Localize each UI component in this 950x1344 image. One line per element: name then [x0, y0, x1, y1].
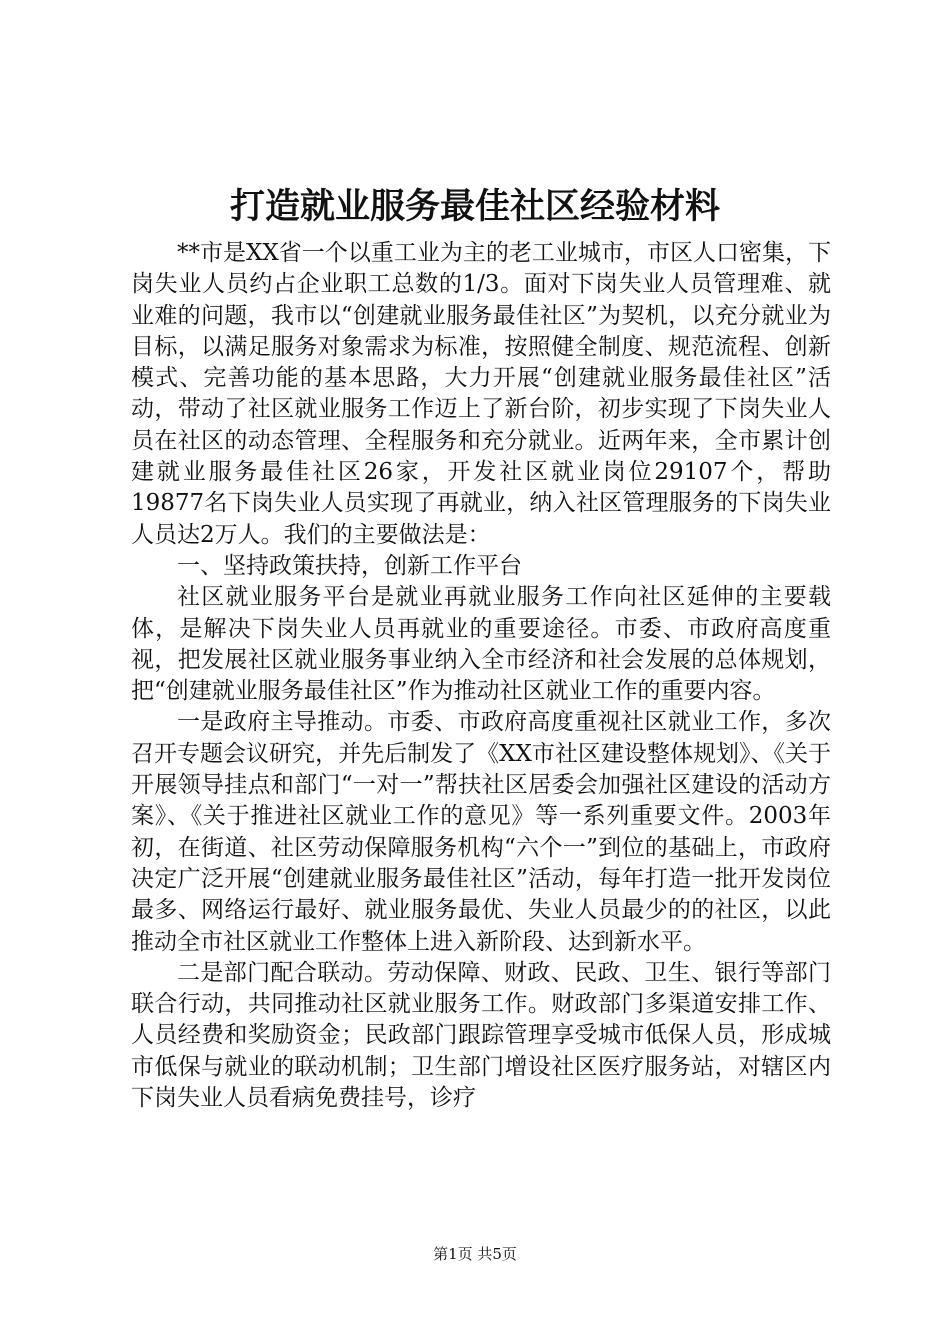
page-footer: 第1页 共5页: [433, 1245, 517, 1263]
section-heading: 一、坚持政策扶持，创新工作平台: [177, 552, 522, 579]
paragraph-departments: 二是部门配合联动。劳动保障、财政、民政、卫生、银行等部门联合行动，共同推动社区就业服务工作。财政部门多渠道安排工作、人员经费和奖励资金；民政部门跟踪管理享受城市低保人员，形成城市低保与就业的联动机制；卫生部门增设社区医疗服务站，对辖区内下岗失业人员看病免费挂号，诊疗: [131, 959, 831, 1112]
paragraph-government: 一是政府主导推动。市委、市政府高度重视社区就业工作，多次召开专题会议研究，并先后制发了《XX市社区建设整体规划》、《关于开展领导挂点和部门“一对一”帮扶社区居委会加强社区建设的活动方案》、《关于推进社区就业工作的意见》等一系列重要文件。2003年初，在街道、社区劳动保障服务机构“六个一”到位的基础上，市政府决定广泛开展“创建就业服务最佳社区”活动，每年打造一批开发岗位最多、网络运行最好、就业服务最优、失业人员最少的的社区，以此推动全市社区就业工作整体上进入新阶段、达到新水平。: [131, 709, 831, 955]
document-title: 打造就业服务最佳社区经验材料: [229, 187, 720, 227]
paragraph-intro: **市是XX省一个以重工业为主的老工业城市，市区人口密集，下岗失业人员约占企业职工总数的1/3。面对下岗失业人员管理难、就业难的问题，我市以“创建就业服务最佳社区”为契机，以充分就业为目标，以满足服务对象需求为标准，按照健全制度、规范流程、创新模式、完善功能的基本思路，大力开展“创建就业服务最佳社区”活动，带动了社区就业服务工作迈上了新台阶，初步实现了下岗失业人员在社区的动态管理、全程服务和充分就业。近两年来，全市累计创建就业服务最佳社区26家，开发社区就业岗位29107个，帮助19877名下岗失业人员实现了再就业，纳入社区管理服务的下岗失业人员达2万人。我们的主要做法是：: [131, 240, 831, 548]
document-body: [131, 238, 831, 1114]
paragraph-platform: 社区就业服务平台是就业再就业服务工作向社区延伸的主要载体，是解决下岗失业人员再就业的重要途径。市委、市政府高度重视，把发展社区就业服务事业纳入全市经济和社会发展的总体规划，把“创建就业服务最佳社区”作为推动社区就业工作的重要内容。: [131, 584, 831, 705]
